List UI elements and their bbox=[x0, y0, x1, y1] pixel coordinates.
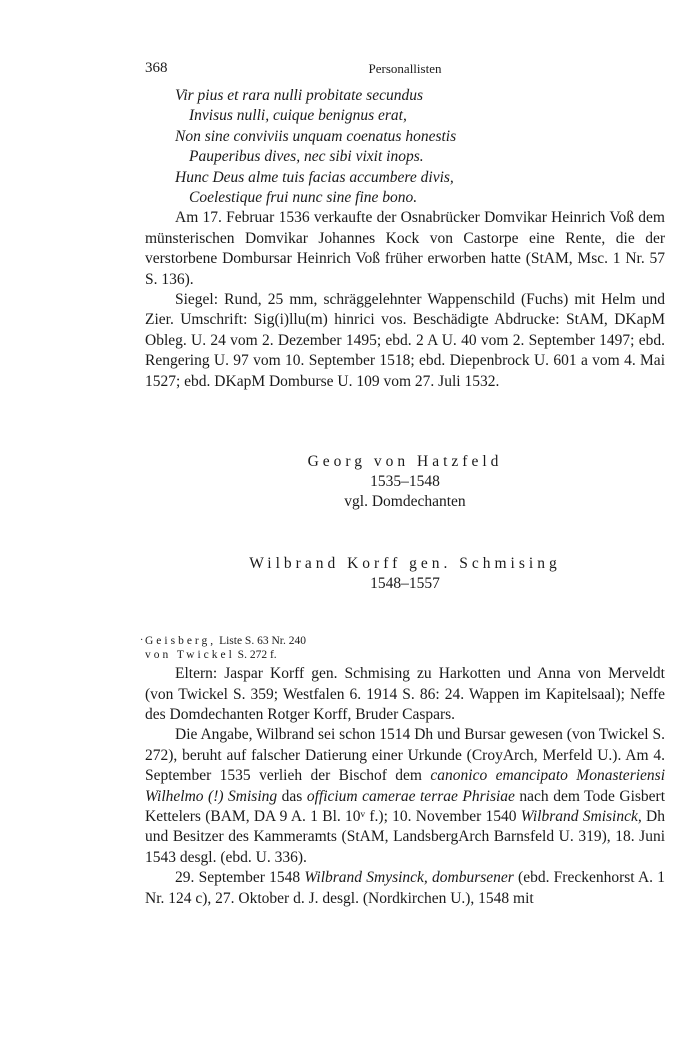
reference-detail: S. 272 f. bbox=[237, 649, 277, 662]
reference-author: Geisberg, bbox=[145, 635, 217, 648]
entry-name: Georg von Hatzfeld bbox=[307, 453, 503, 471]
reference-author: von Twickel bbox=[145, 649, 235, 662]
page-header bbox=[145, 60, 665, 82]
reference-detail: Liste S. 63 Nr. 240 bbox=[219, 635, 306, 648]
paragraph-eltern: Eltern: Jaspar Korff gen. Schmising zu Harkotten und Anna von Merveldt (von Twickel S. 359; Westfalen 6. 1914 S. 86: 24. Wappen im Kapitelsaal); Neffe des Domdechanten Rotger Korff, Bruder Caspars. bbox=[145, 665, 665, 723]
latin-epitaph bbox=[145, 86, 665, 208]
poem-line: Coelestique frui nunc sine fine bono. bbox=[189, 189, 418, 207]
entry-name: Wilbrand Korff gen. Schmising bbox=[249, 555, 561, 573]
poem-line: Hunc Deus alme tuis facias accumbere divis, bbox=[175, 168, 454, 186]
running-title: Personallisten bbox=[368, 61, 442, 76]
reference-line bbox=[145, 634, 665, 648]
entry-years: 1535–1548 bbox=[370, 473, 440, 491]
reference-line bbox=[145, 648, 665, 662]
poem-line: Invisus nulli, cuique benignus erat, bbox=[189, 107, 407, 125]
poem-line: Pauperibus dives, nec sibi vixit inops. bbox=[189, 148, 424, 166]
paragraph-rente: Am 17. Februar 1536 verkaufte der Osnabrücker Domvikar Heinrich Voß dem münsterischen Domvikar Johannes Kock von Castorpe eine Rente, die der verstorbene Dombursar Heinrich Voß früher erworben hatte (StAM, Msc. 1 Nr. 57 S. 136). bbox=[145, 209, 665, 288]
poem-line: Vir pius et rara nulli probitate secundus bbox=[175, 87, 423, 104]
entry-heading-korff bbox=[145, 554, 665, 594]
entry-note: vgl. Domdechanten bbox=[344, 493, 466, 511]
poem-line: Non sine conviviis unquam coenatus honestis bbox=[175, 127, 457, 145]
bullet-mark: · bbox=[140, 635, 144, 647]
entry-heading-hatzfeld bbox=[145, 452, 665, 512]
document-page bbox=[140, 60, 666, 909]
entry-years: 1548–1557 bbox=[370, 575, 440, 593]
paragraph-1548: 29. September 1548 Wilbrand Smysinck, dombursener (ebd. Freckenhorst A. 1 Nr. 124 c), 27. Oktober d. J. desgl. (Nordkirchen U.), 1548 mit bbox=[145, 869, 665, 907]
page-number: 368 bbox=[145, 60, 168, 76]
paragraph-angabe: Die Angabe, Wilbrand sei schon 1514 Dh und Bursar gewesen (von Twickel S. 272), beruht auf falscher Datierung einer Urkunde (CroyArch, Merfeld U.). Am 4. September 1535 verlieh der Bischof dem canonico emancipato Monasteriensi Wilhelmo (!) Smising das officium camerae terrae Phrisiae nach dem Tode Gisbert Kettelers (BAM, DA 9 A. 1 Bl. 10ᵛ f.); 10. November 1540 Wilbrand Smisinck, Dh und Besitzer des Kammeramts (StAM, LandsbergArch Barnsfeld U. 319), 18. Juni 1543 desgl. (ebd. U. 336). bbox=[145, 726, 666, 866]
paragraph-siegel: Siegel: Rund, 25 mm, schräggelehnter Wappenschild (Fuchs) mit Helm und Zier. Umschrift: Sig(i)llu(m) hinrici vos. Beschädigte Abdrucke: StAM, DKapM Obleg. U. 24 vom 2. Dezember 1495; ebd. 2 A U. 40 vom 2. September 1497; ebd. Rengering U. 97 vom 10. September 1518; ebd. Diepenbrock U. 601 a vom 4. Mai 1527; ebd. DKapM Domburse U. 109 vom 27. Juli 1532. bbox=[145, 291, 665, 390]
literature-references bbox=[140, 634, 665, 662]
